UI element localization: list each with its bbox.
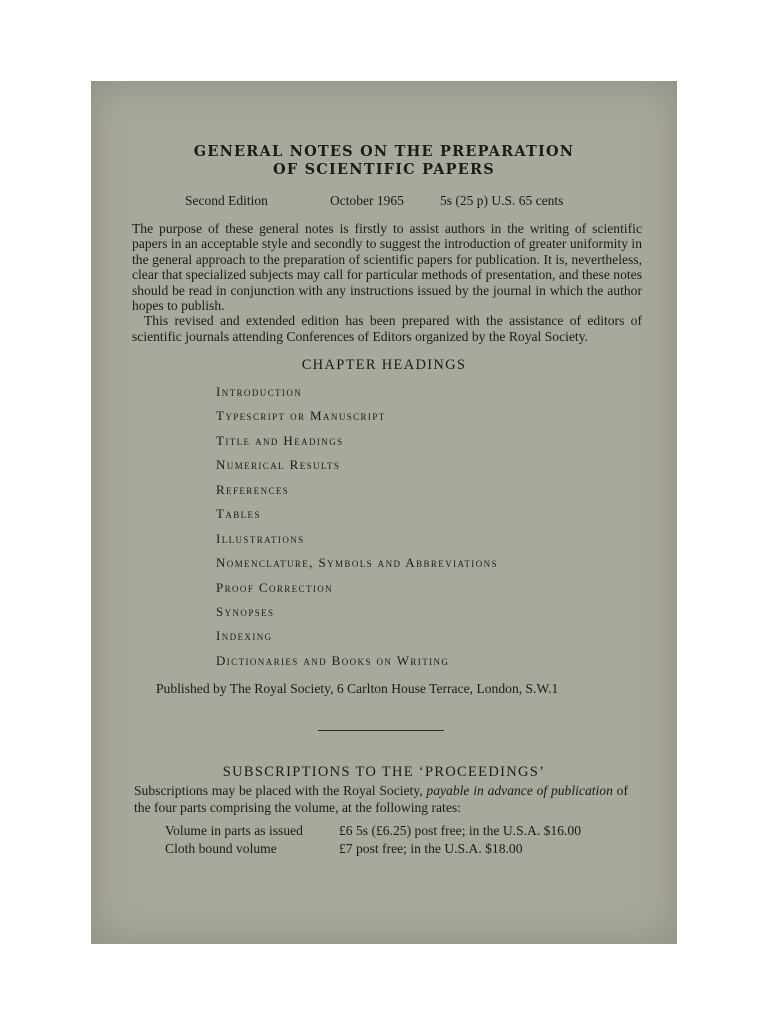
chapter-item: Indexing: [216, 628, 273, 643]
rate-price-cloth: £7 post free; in the U.S.A. $18.00: [339, 841, 523, 856]
edition-date: October 1965: [330, 193, 404, 208]
intro-paragraph-2: This revised and extended edition has been prepared with the assistance of editors of scientific journals attending Conferences of Editors organized by the Royal Society.: [132, 313, 642, 344]
intro-text: [132, 221, 642, 344]
title-line-2: OF SCIENTIFIC PAPERS: [273, 161, 495, 178]
edition-price: 5s (25 p) U.S. 65 cents: [440, 193, 564, 208]
chapter-item: Synopses: [216, 604, 275, 619]
subscriptions-text: [134, 783, 628, 816]
intro-paragraph-1: The purpose of these general notes is firstly to assist authors in the writing of scientific papers in an acceptable style and secondly to suggest the introduction of greater uniformity in the general approach to the preparation of scientific papers for publication. It is, nevertheless, clear that specialized subjects may call for particular methods of presentation, and these notes should be read in conjunction with any instructions issued by the journal in which the author hopes to publish.: [132, 221, 642, 314]
subscriptions-text-start: Subscriptions may be placed with the Royal Society,: [134, 783, 427, 798]
chapter-item: Illustrations: [216, 531, 305, 546]
chapter-item: References: [216, 482, 290, 497]
chapter-item: Introduction: [216, 384, 303, 399]
chapter-item: Title and Headings: [216, 433, 344, 448]
chapter-item: Tables: [216, 506, 261, 521]
rate-price-parts: £6 5s (£6.25) post free; in the U.S.A. $16.00: [339, 823, 582, 838]
chapter-item: Nomenclature, Symbols and Abbreviations: [216, 555, 498, 570]
subscriptions-text-italic: payable in advance of publication: [426, 783, 613, 798]
subscriptions-text-end: of the four parts comprising the volume, at the following rates:: [134, 783, 628, 815]
chapter-item: Numerical Results: [216, 457, 341, 472]
rate-label-parts: Volume in parts as issued: [165, 823, 303, 838]
rate-label-cloth: Cloth bound volume: [165, 841, 277, 856]
divider-rule: [318, 730, 444, 731]
document-title: [91, 143, 677, 179]
edition-label: Second Edition: [185, 193, 268, 208]
publisher-line: Published by The Royal Society, 6 Carlton House Terrace, London, S.W.1: [156, 681, 559, 696]
chapter-headings-title: CHAPTER HEADINGS: [301, 357, 467, 373]
title-line-1: GENERAL NOTES ON THE PREPARATION: [193, 143, 575, 160]
document-page: [91, 81, 677, 944]
chapter-item: Typescript or Manuscript: [216, 408, 386, 423]
subscriptions-title: SUBSCRIPTIONS TO THE ‘PROCEEDINGS’: [222, 764, 546, 780]
chapter-item: Dictionaries and Books on Writing: [216, 653, 450, 668]
chapter-item: Proof Correction: [216, 580, 334, 595]
